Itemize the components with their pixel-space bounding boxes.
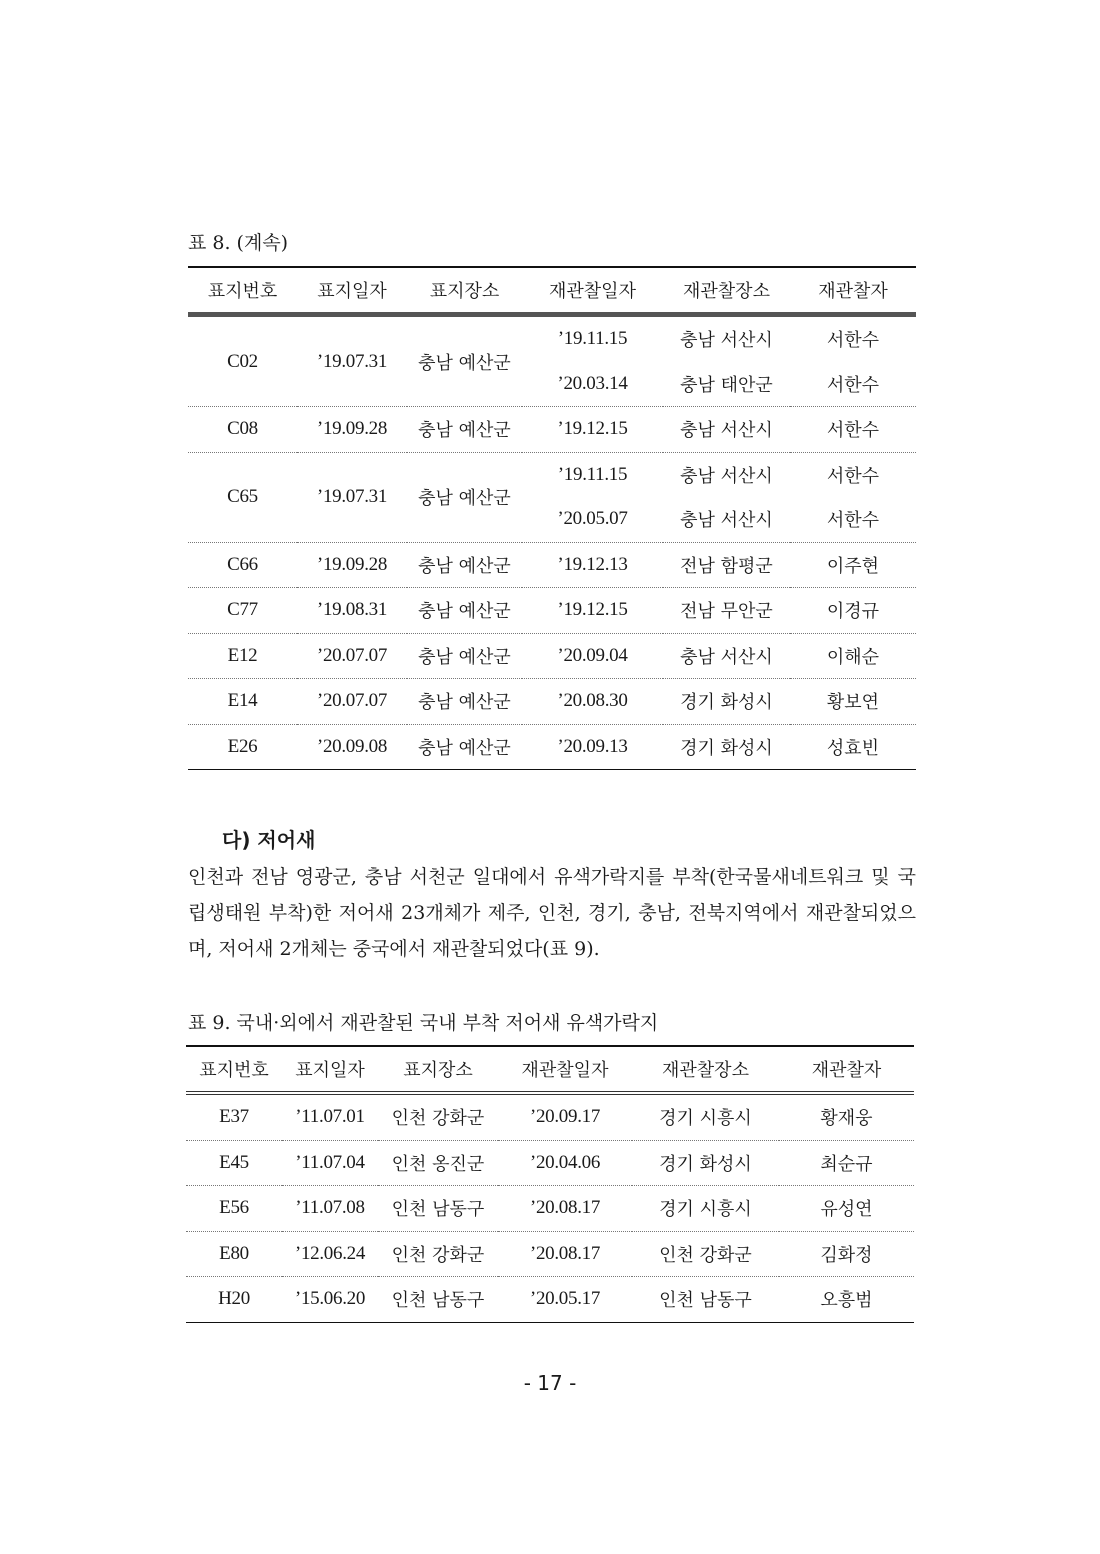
table-row — [188, 542, 916, 588]
band-date-cell: ’11.07.04 — [295, 1151, 365, 1173]
observer-cell: 황보연 — [826, 692, 880, 714]
table9-header-row — [186, 1046, 914, 1093]
table9 — [186, 1045, 914, 1323]
table9-header-cell: 표지장소 — [403, 1060, 473, 1081]
observer-cell: 김화정 — [820, 1244, 873, 1266]
band-place-cell: 충남 예산군 — [418, 555, 511, 577]
resight-place-cell: 인천 강화군 — [659, 1244, 752, 1266]
band-date-cell: ’20.09.08 — [316, 735, 388, 757]
band-id-cell: C65 — [227, 486, 258, 507]
resight-date-cell: ’19.12.15 — [557, 599, 628, 621]
resight-place-cell: 인천 남동구 — [659, 1290, 752, 1312]
observer-cell: 최순규 — [820, 1153, 873, 1175]
band-date-cell: ’20.07.07 — [316, 644, 388, 666]
table-row — [188, 452, 916, 497]
resight-date-cell: ’20.09.17 — [529, 1106, 601, 1128]
observer-cell: 유성연 — [820, 1199, 873, 1221]
band-date-cell: ’19.07.31 — [316, 350, 388, 372]
table-row — [186, 1231, 914, 1277]
resight-place-cell: 경기 시흥시 — [659, 1199, 752, 1221]
resight-date-cell: ’20.05.17 — [529, 1288, 601, 1310]
observer-cell: 서한수 — [826, 510, 880, 532]
table8-header-cell: 재관찰일자 — [549, 281, 636, 302]
table9-header-cell: 표지일자 — [295, 1060, 365, 1081]
table-row — [188, 407, 916, 453]
band-place-cell: 인천 남동구 — [391, 1199, 485, 1221]
table9-header-cell: 재관찰일자 — [521, 1060, 609, 1081]
resight-date-cell: ’20.03.14 — [557, 372, 628, 394]
band-date-cell: ’11.07.01 — [295, 1106, 365, 1128]
resight-place-cell: 충남 서산시 — [680, 510, 773, 532]
table8-header-cell: 재관찰장소 — [683, 281, 770, 302]
resight-place-cell: 충남 태안군 — [680, 374, 773, 396]
resight-place-cell: 충남 서산시 — [680, 420, 773, 442]
observer-cell: 서한수 — [826, 374, 880, 396]
page-number: - 17 - — [523, 1371, 577, 1395]
resight-date-cell: ’19.12.13 — [557, 553, 628, 575]
table9-header-cell: 재관찰장소 — [662, 1060, 749, 1081]
table8-header-cell: 표지장소 — [429, 281, 500, 302]
band-date-cell: ’12.06.24 — [294, 1242, 366, 1264]
resight-place-cell: 경기 화성시 — [659, 1153, 752, 1175]
table9-body — [186, 1093, 914, 1322]
resight-place-cell: 경기 화성시 — [680, 737, 773, 759]
band-date-cell: ’20.07.07 — [316, 690, 388, 712]
resight-date-cell: ’20.05.07 — [557, 508, 628, 530]
band-id-cell: E45 — [219, 1151, 249, 1173]
table-row — [186, 1093, 914, 1140]
band-id-cell: E37 — [219, 1106, 249, 1128]
table8-header-cell: 재관찰자 — [818, 281, 888, 302]
observer-cell: 오흥범 — [820, 1290, 873, 1312]
table8-header-row — [188, 267, 916, 315]
observer-cell: 황재웅 — [820, 1108, 873, 1130]
band-date-cell: ’11.07.08 — [295, 1197, 365, 1219]
band-id-cell: H20 — [218, 1288, 250, 1310]
table9-header-cell: 표지번호 — [199, 1060, 269, 1081]
band-date-cell: ’19.09.28 — [316, 418, 388, 440]
band-date-cell: ’19.08.31 — [316, 599, 388, 621]
resight-place-cell: 충남 서산시 — [680, 465, 773, 487]
section-body-text: 인천과 전남 영광군, 충남 서천군 일대에서 유색가락지를 부착(한국물새네트워크 및 국립생태원 부착)한 저어새 23개체가 제주, 인천, 경기, 충남, 전북지역에서 재관찰되었으며, 저어새 2개체는 중국에서 재관찰되었다(표 9). — [188, 866, 916, 960]
band-place-cell: 충남 예산군 — [418, 737, 511, 759]
resight-date-cell: ’19.12.15 — [557, 418, 628, 440]
table-row — [188, 724, 916, 770]
band-place-cell: 충남 예산군 — [418, 646, 511, 668]
table9-caption: 표 9. 국내·외에서 재관찰된 국내 부착 저어새 유색가락지 — [188, 1012, 659, 1034]
resight-place-cell: 전남 함평군 — [680, 555, 773, 577]
resight-date-cell: ’20.09.13 — [557, 735, 628, 757]
observer-cell: 이경규 — [826, 601, 880, 623]
table8-header-cell: 표지일자 — [317, 281, 387, 302]
band-place-cell: 인천 남동구 — [391, 1290, 485, 1312]
band-id-cell: E14 — [227, 690, 258, 712]
table8-body — [188, 315, 916, 770]
resight-place-cell: 전남 무안군 — [680, 601, 773, 623]
resight-place-cell: 충남 서산시 — [680, 646, 773, 668]
band-id-cell: E80 — [219, 1242, 249, 1264]
band-id-cell: E12 — [227, 644, 258, 666]
table9-header-cell: 재관찰자 — [811, 1060, 882, 1081]
band-place-cell: 충남 예산군 — [418, 488, 511, 509]
observer-cell: 이해순 — [826, 646, 880, 668]
band-place-cell: 인천 강화군 — [391, 1244, 485, 1266]
table-row — [186, 1140, 914, 1186]
resight-date-cell: ’20.08.30 — [557, 690, 628, 712]
band-id-cell: E26 — [227, 735, 258, 757]
resight-date-cell: ’19.11.15 — [557, 463, 628, 485]
resight-date-cell: ’19.11.15 — [557, 328, 628, 350]
table-row — [188, 315, 916, 362]
band-place-cell: 충남 예산군 — [418, 692, 511, 714]
band-id-cell: C02 — [227, 350, 258, 372]
band-id-cell: C66 — [227, 553, 258, 575]
band-place-cell: 인천 옹진군 — [391, 1153, 485, 1175]
table-row — [188, 679, 916, 725]
band-id-cell: C77 — [227, 599, 258, 621]
resight-date-cell: ’20.08.17 — [529, 1242, 601, 1264]
band-place-cell: 충남 예산군 — [418, 352, 511, 374]
observer-cell: 서한수 — [826, 330, 880, 352]
table-row — [186, 1186, 914, 1232]
observer-cell: 서한수 — [826, 465, 880, 487]
resight-place-cell: 경기 시흥시 — [659, 1108, 752, 1130]
observer-cell: 성효빈 — [826, 737, 880, 759]
band-id-cell: C08 — [227, 418, 258, 440]
band-date-cell: ’19.09.28 — [316, 553, 388, 575]
resight-place-cell: 경기 화성시 — [680, 692, 773, 714]
band-id-cell: E56 — [219, 1197, 249, 1219]
band-place-cell: 인천 강화군 — [391, 1108, 485, 1130]
table-row — [188, 633, 916, 679]
table-row — [188, 588, 916, 634]
table8 — [188, 266, 916, 770]
table8-header-cell: 표지번호 — [207, 281, 278, 302]
resight-date-cell: ’20.09.04 — [557, 644, 628, 666]
band-place-cell: 충남 예산군 — [418, 420, 511, 442]
band-place-cell: 충남 예산군 — [418, 601, 511, 623]
section-heading: 다) 저어새 — [222, 828, 316, 852]
observer-cell: 서한수 — [826, 420, 880, 442]
resight-place-cell: 충남 서산시 — [680, 330, 773, 352]
table-row — [186, 1277, 914, 1323]
resight-date-cell: ’20.08.17 — [529, 1197, 601, 1219]
band-date-cell: ’15.06.20 — [294, 1288, 366, 1310]
band-date-cell: ’19.07.31 — [316, 486, 388, 507]
table8-caption: 표 8. (계속) — [188, 232, 289, 254]
observer-cell: 이주현 — [826, 555, 880, 577]
resight-date-cell: ’20.04.06 — [529, 1151, 601, 1173]
